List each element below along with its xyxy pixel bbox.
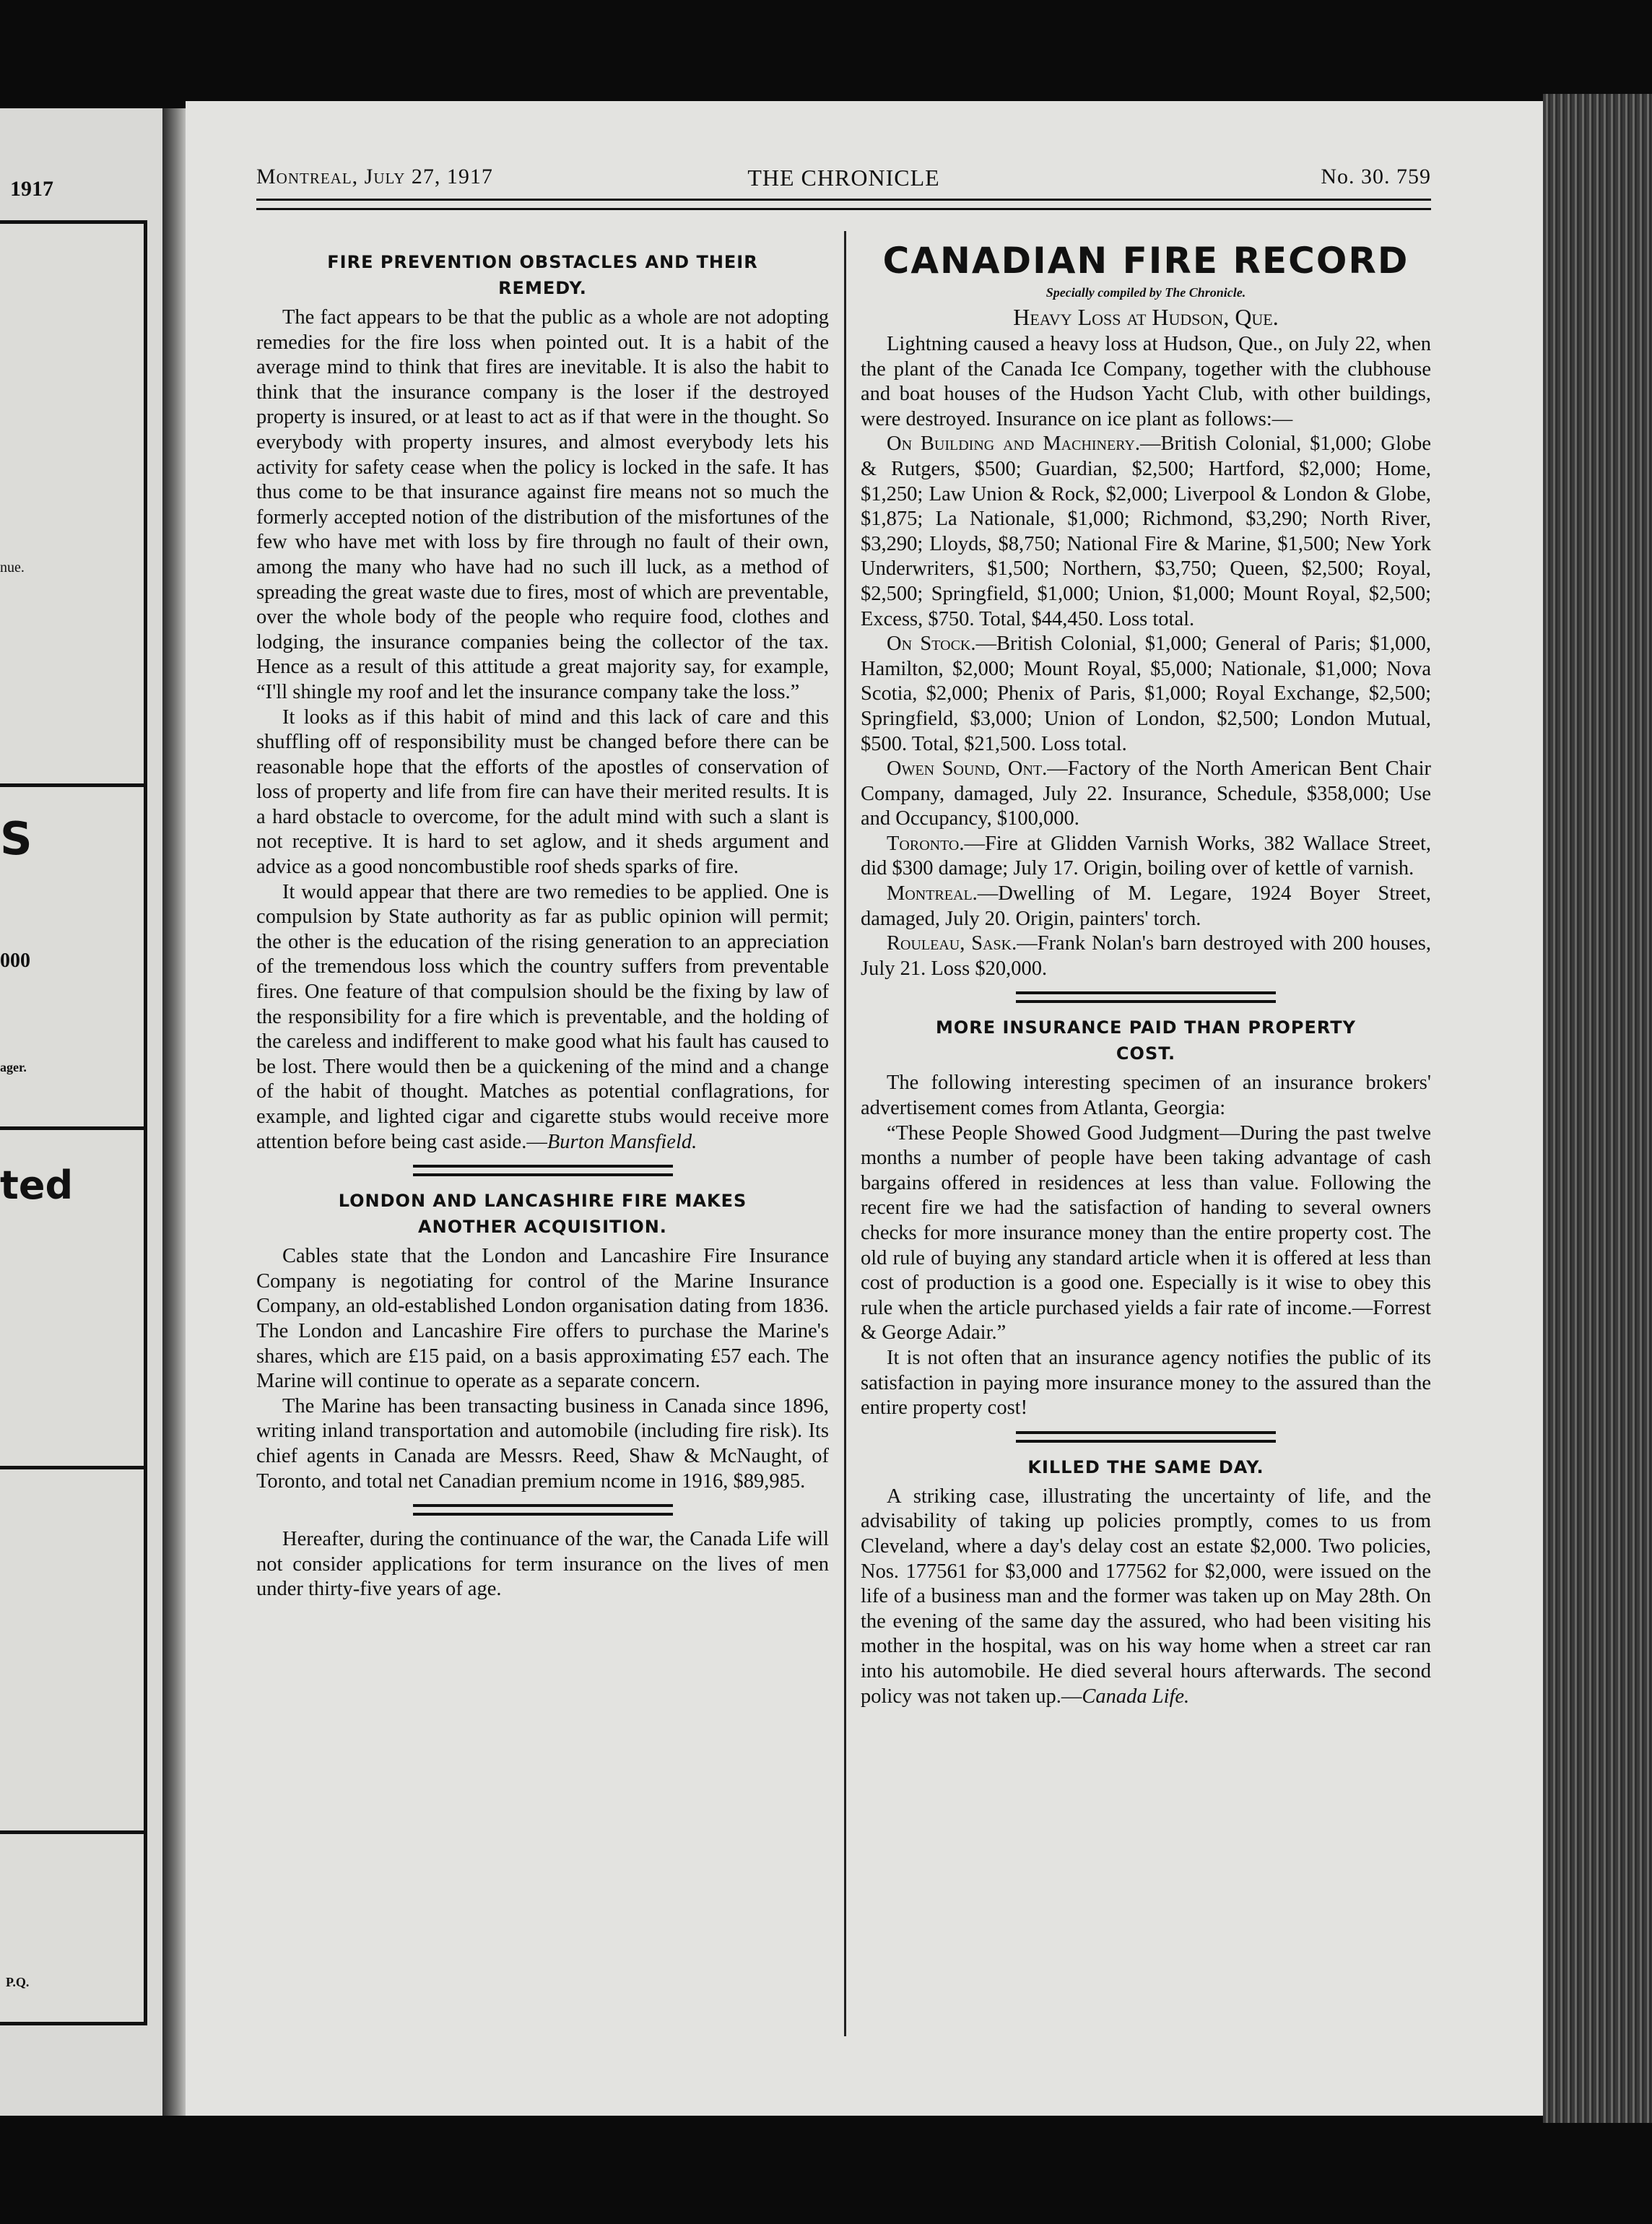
book-page-edges xyxy=(1543,94,1652,2123)
entry-text: —British Colonial, $1,000; General of Paris; $1,000, Hamilton, $2,000; Mount Royal, $5,000; Nationale, $1,000; Nova Scotia, $2,000; Phenix of Paris, $1,000; Royal Exchange, $2,500; Springfield, $3,000; Union of London, $2,500; London Mutual, $500. Total, $21,500. Loss total. xyxy=(861,633,1431,755)
article-london-lancashire xyxy=(256,1188,829,1494)
article-title xyxy=(256,249,829,301)
article-canada-life-note xyxy=(256,1527,829,1602)
left-column xyxy=(256,249,829,1602)
source-signature: Canada Life. xyxy=(1082,1685,1190,1708)
previous-page-box xyxy=(0,1466,147,1834)
paragraph xyxy=(861,1485,1431,1709)
publication-title: THE CHRONICLE xyxy=(747,165,940,191)
entry-lead: On Building and Machinery. xyxy=(887,433,1141,456)
paragraph xyxy=(861,931,1431,981)
article-title-line: ANOTHER ACQUISITION. xyxy=(418,1217,667,1238)
entry-text: —Factory of the North American Bent Chair Company, damaged, July 22. Insurance, Schedule, $358,000; Use and Occupancy, $100,000. xyxy=(861,757,1431,830)
entry-text: —Frank Nolan's barn destroyed with 200 houses, July 21. Loss $20,000. xyxy=(861,932,1431,980)
paragraph xyxy=(861,432,1431,632)
previous-page-fragment: P.Q. xyxy=(6,1975,30,1989)
paragraph-text: A striking case, illustrating the uncertainty of life, and the advisability of taking up policies promptly, comes to us from Cleveland, where a day's delay cost an estate $2,000. Two policies, Nos. 177561 for $3,000 and 177562 for $2,000, were issued on the life of a business man and the former was taken up on May 28th. On the evening of the same day the assured, who had been visiting his mother in the hospital, was on his way home when a street car ran into his automobile. He died several hours afterwards. The second policy was not taken up.— xyxy=(861,1485,1431,1708)
article-more-insurance xyxy=(861,1015,1431,1420)
paragraph xyxy=(256,880,829,1155)
article-separator xyxy=(413,1504,673,1516)
entry-lead: Rouleau, Sask. xyxy=(887,932,1017,955)
article-separator xyxy=(413,1165,673,1176)
column-divider xyxy=(844,231,846,2036)
article-canadian-fire-record xyxy=(861,238,1431,981)
paragraph: The Marine has been transacting business in Canada since 1896, writing inland transportation and automobile (including fire risk). Its chief agents in Canada are Messrs. Reed, Shaw & McNaught, of Toronto, and total net Canadian premium ncome in 1916, $89,985. xyxy=(256,1394,829,1493)
article-title-line: REMEDY. xyxy=(498,278,587,298)
entry-text: —British Colonial, $1,000; Globe & Rutgers, $500; Guardian, $2,500; Hartford, $2,000; Home, $1,250; Law Union & Rock, $2,000; Liverpool & London & Globe, $1,875; La Nationale, $1,000; Richmond, $3,290; North River, $3,290; Lloyds, $8,750; National Fire & Marine, $1,500; New York Underwriters, $1,500; Northern, $3,750; Queen, $2,500; Royal, $2,500; Springfield, $1,000; Union, $1,000; Mount Royal, $2,500; Excess, $750. Total, $44,450. Loss total. xyxy=(861,433,1432,630)
article-title: KILLED THE SAME DAY. xyxy=(1027,1456,1264,1477)
article-title xyxy=(861,1015,1431,1067)
article-title-line: FIRE PREVENTION OBSTACLES AND THEIR xyxy=(327,252,758,272)
compiled-credit: Specially compiled by The Chronicle. xyxy=(1045,285,1246,300)
entry-text: —Dwelling of M. Legare, 1924 Boyer Street, damaged, July 20. Origin, painters' torch. xyxy=(861,882,1431,930)
book-gutter xyxy=(162,108,186,2116)
article-title-line: COST. xyxy=(1116,1043,1176,1064)
entry-lead: Montreal. xyxy=(887,882,978,905)
article-title-line: MORE INSURANCE PAID THAN PROPERTY xyxy=(935,1017,1357,1038)
paragraph-text: It would appear that there are two remedies to be applied. One is compulsion by State authority as far as public opinion will permit; the other is the education of the rising generation to an appreciation of the tremendous loss which the country suffers from preventable fires. One feature of that compulsion should be the fixing by law of the responsibility for a fire which is preventable, and the holding of the careless and indifferent to make good what his fault has caused to be lost. There would then be a quickening of the mind and a change of the habit of thought. Matches as potential conflagrations, for example, and lighted cigar and cigarette stubs would receive more attention before being cast aside.— xyxy=(256,880,829,1153)
entry-lead: Toronto. xyxy=(887,832,965,855)
paragraph: Cables state that the London and Lancashire Fire Insurance Company is negotiating for control of the Marine Insurance Company, an old-established London organisation dating from 1836. The London and Lancashire Fire offers to purchase the Marine's shares, which are £15 paid, on a basis approximating £57 each. The Marine will continue to operate as a separate concern. xyxy=(256,1245,829,1393)
article-fire-prevention xyxy=(256,249,829,1155)
paragraph xyxy=(861,882,1431,931)
newspaper-page xyxy=(186,101,1543,2116)
paragraph: “These People Showed Good Judgment—During the past twelve months a number of people have been taking advantage of cash bargains offered in residences at less than value. Following the recent fire we had the satisfaction of handing to several owners checks for more insurance money than the entire property cost. The old rule of buying any standard article when it is offered at less than cost of production is a good one. Especially is it wise to obey this rule when the article purchased yields a fair rate of income.—Forrest & George Adair.” xyxy=(861,1121,1431,1345)
previous-page-fragment: nue. xyxy=(0,560,25,575)
paragraph xyxy=(861,632,1431,757)
page-header xyxy=(256,165,1431,194)
issue-and-page-number: No. 30. 759 xyxy=(1321,165,1431,188)
paragraph: The fact appears to be that the public as a whole are not adopting remedies for the fire loss when pointed out. It is a habit of the average mind to think that fires are inevitable. It is also the habit to think that the insurance company is the loser if the destroyed property is insured, or at least to act as if that were in the thought. So everybody with property insures, and almost everybody lets his activity for safety cease when the policy is locked in the safe. It has thus come to be that insurance against fire means not so much the formerly accepted notion of the distribution of the misfortunes of the few who have met with loss by fire through no fault of their own, among the many who have had no such ill luck, as a method of spreading the great waste due to fires, most of which are preventable, over the whole body of the people who require food, clothes and lodging, the insurance companies being the collector of the tax. Hence as a result of this attitude a great majority say, for example, “I'll shingle my roof and let the insurance company take the loss.” xyxy=(256,306,829,703)
paragraph: It is not often that an insurance agency notifies the public of its satisfaction in paying more insurance money to the assured than the entire property cost! xyxy=(861,1346,1431,1420)
article-killed-same-day xyxy=(861,1454,1431,1709)
paragraph: It looks as if this habit of mind and this lack of care and this shuffling off of responsibility must be changed before there can be reasonable hope that the efforts of the apostles of conservation of loss of property and life from fire can have their merited results. It is a hard obstacle to overcome, for the adult mind with such a slant is not receptive. It is hard to set aglow, and it sheds argument and advice as a good noncombustible roof sheds sparks of fire. xyxy=(256,705,829,879)
previous-page-box xyxy=(0,1830,147,2025)
article-separator xyxy=(1016,1431,1276,1443)
author-signature: Burton Mansfield. xyxy=(547,1130,697,1153)
previous-page-box xyxy=(0,220,147,877)
entry-text: —Fire at Glidden Varnish Works, 382 Wallace Street, did $300 damage; July 17. Origin, boiling over of kettle of varnish. xyxy=(861,832,1431,880)
paragraph xyxy=(861,832,1431,882)
paragraph: The following interesting specimen of an insurance brokers' advertisement comes from Atlanta, Georgia: xyxy=(861,1072,1431,1120)
paragraph: Lightning caused a heavy loss at Hudson, Que., on July 22, when the plant of the Canada Ice Company, together with the clubhouse and boat houses of the Hudson Yacht Club, with other buildings, were destroyed. Insurance on ice plant as follows:— xyxy=(861,333,1431,430)
previous-page-sliver xyxy=(0,108,162,2116)
article-subheading: Heavy Loss at Hudson, Que. xyxy=(1013,304,1279,330)
article-title xyxy=(256,1188,829,1240)
previous-page-number: 1917 xyxy=(10,177,53,201)
entry-lead: Owen Sound, Ont. xyxy=(887,757,1048,781)
paragraph: Hereafter, during the continuance of the war, the Canada Life will not consider applications for term insurance on the lives of men under thirty-five years of age. xyxy=(256,1528,829,1601)
previous-page-fragment: ted xyxy=(0,1163,74,1208)
article-title-line: LONDON AND LANCASHIRE FIRE MAKES xyxy=(338,1191,747,1212)
header-rule xyxy=(256,199,1431,210)
entry-lead: On Stock. xyxy=(887,633,976,656)
article-separator xyxy=(1016,991,1276,1003)
section-title: CANADIAN FIRE RECORD xyxy=(882,240,1409,282)
previous-page-fragment: 000 xyxy=(0,950,30,972)
right-column xyxy=(861,238,1431,1709)
previous-page-fragment: ager. xyxy=(0,1060,27,1074)
paragraph xyxy=(861,757,1431,832)
dateline: Montreal, July 27, 1917 xyxy=(256,165,493,188)
previous-page-fragment: S xyxy=(0,812,32,865)
